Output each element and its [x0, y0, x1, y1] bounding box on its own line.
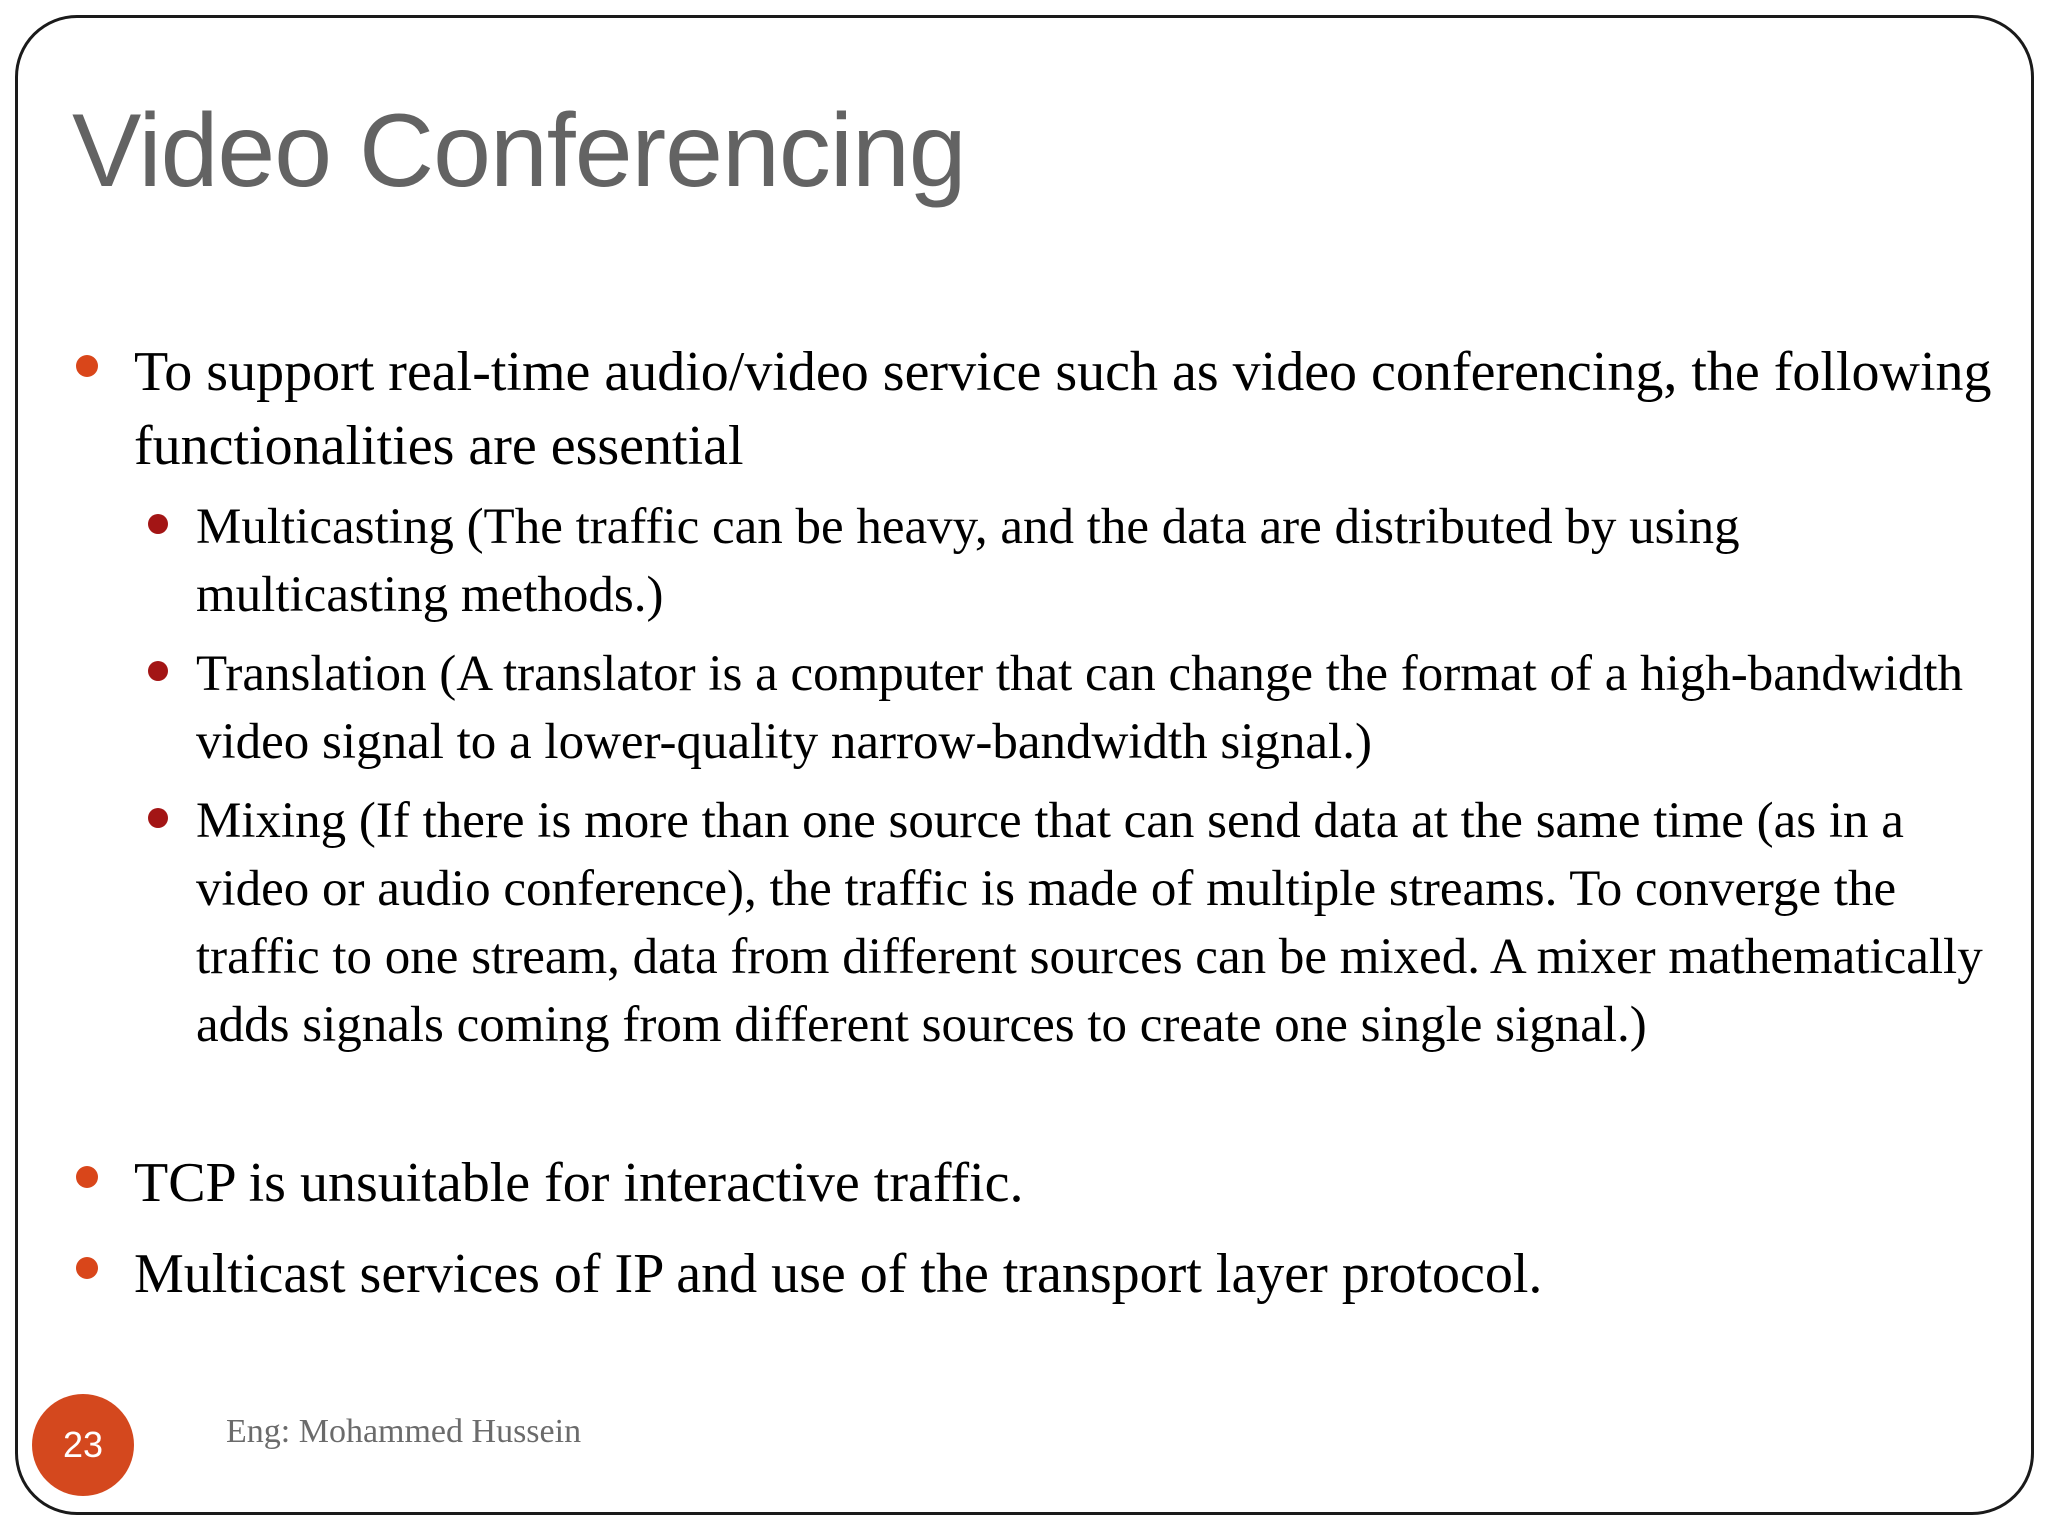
- slide-title: Video Conferencing: [72, 93, 966, 209]
- page-number-badge: [32, 1394, 134, 1496]
- bullet-item-1: To support real-time audio/video service such as video conferencing, the following functionalities are essential: [134, 341, 1992, 477]
- bullet-dot-icon: [76, 1166, 98, 1188]
- sub-bullet-translation: Translation (A translator is a computer that can change the format of a high-bandwidth video signal to a lower-quality narrow-bandwidth signal.): [196, 646, 1964, 770]
- bullet-item-2: TCP is unsuitable for interactive traffic.: [134, 1152, 1024, 1214]
- sub-bullet-mixing: Mixing (If there is more than one source that can send data at the same time (as in a video or audio conference), the traffic is made of multiple streams. To converge the traffic to one stream, data from different sources can be mixed. A mixer mathematically adds signals coming from different sources to create one single signal.): [196, 793, 1983, 1053]
- bullet-item-3: Multicast services of IP and use of the transport layer protocol.: [134, 1243, 1543, 1305]
- sub-bullet-dot-icon: [148, 808, 168, 828]
- page-number: 23: [62, 1424, 104, 1465]
- sub-bullet-multicasting: Multicasting (The traffic can be heavy, and the data are distributed by using multicasting methods.): [196, 499, 1740, 623]
- sub-bullet-dot-icon: [148, 514, 168, 534]
- bullet-dot-icon: [76, 355, 98, 377]
- sub-bullet-dot-icon: [148, 661, 168, 681]
- bullet-dot-icon: [76, 1257, 98, 1279]
- footer-author: Eng: Mohammed Hussein: [226, 1413, 582, 1450]
